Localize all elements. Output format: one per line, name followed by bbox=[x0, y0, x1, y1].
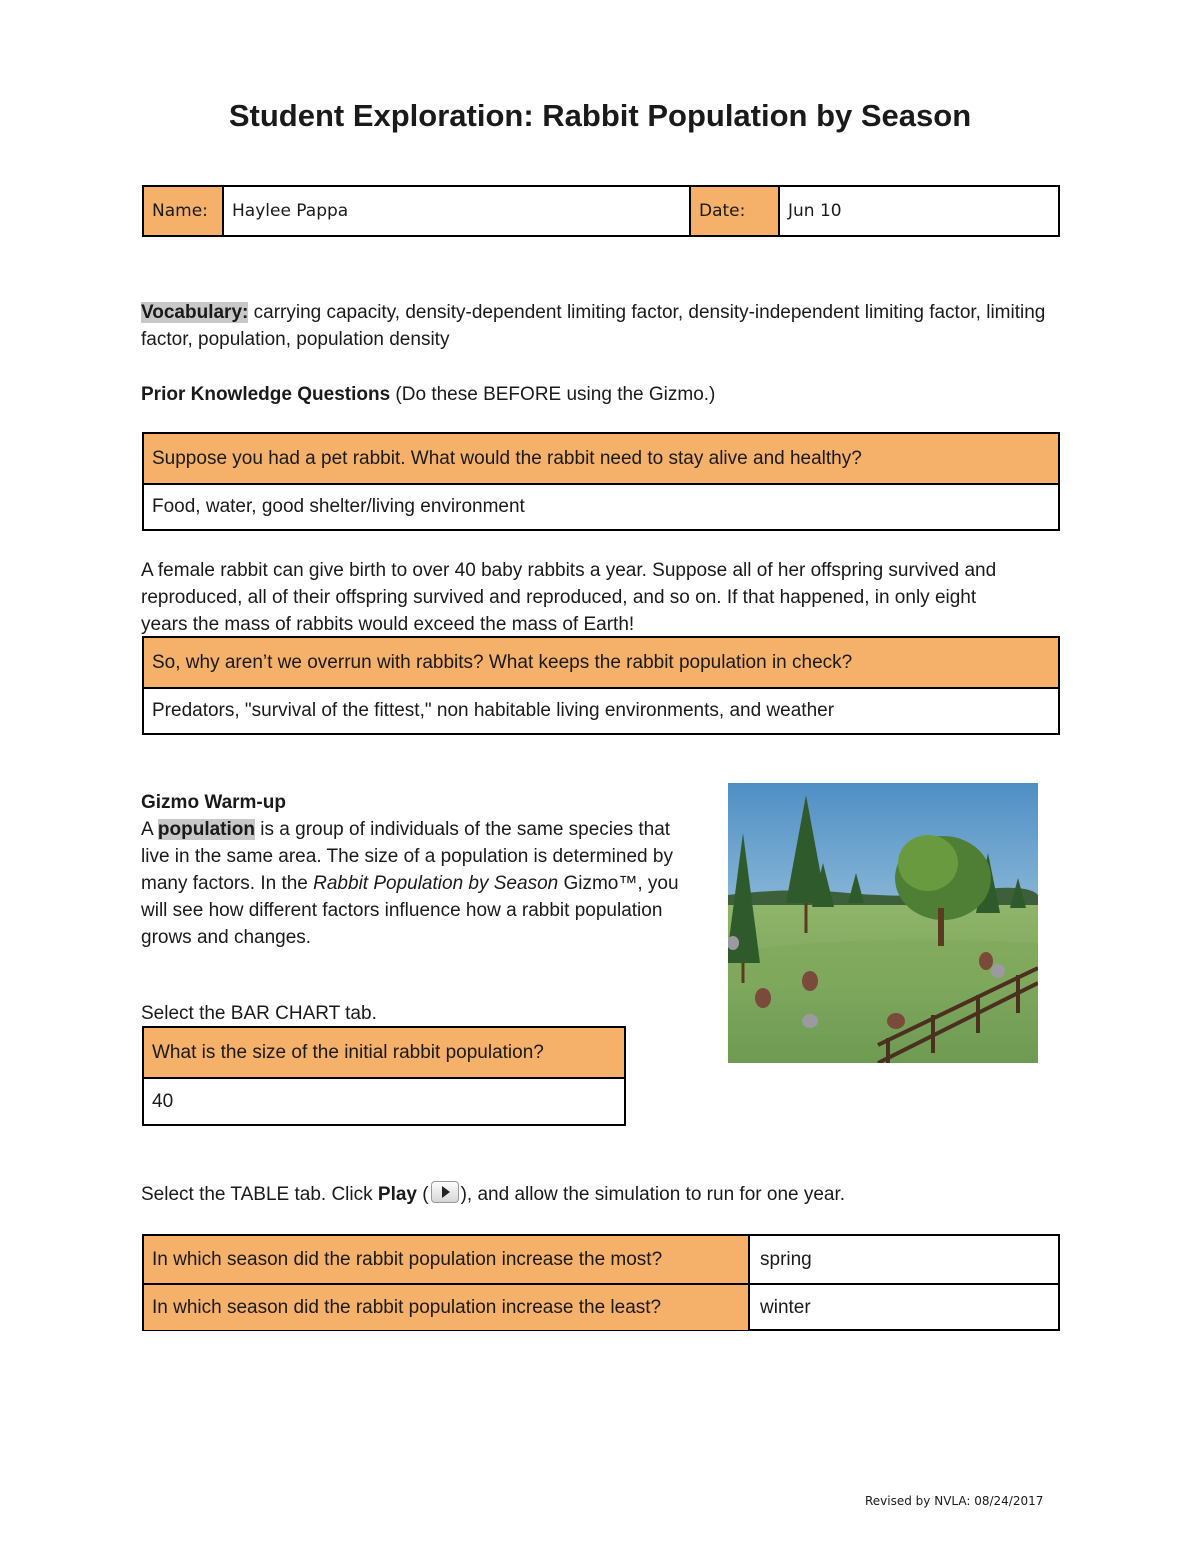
name-field[interactable]: Haylee Pappa bbox=[224, 187, 691, 235]
vocabulary-text: carrying capacity, density-dependent limiting factor, density-independent limiting factor, limiting factor, population, population density bbox=[141, 302, 1046, 350]
name-label: Name: bbox=[144, 187, 224, 235]
date-label: Date: bbox=[691, 187, 780, 235]
page-title: Student Exploration: Rabbit Population by Season bbox=[228, 98, 972, 133]
question-2: So, why aren’t we overrun with rabbits? What keeps the rabbit population in check? bbox=[144, 638, 1058, 687]
student-info-table bbox=[142, 185, 1060, 237]
question-1: Suppose you had a pet rabbit. What would the rabbit need to stay alive and healthy? bbox=[144, 434, 1058, 483]
question-box-2 bbox=[142, 636, 1060, 735]
warmup-text-a: A bbox=[141, 819, 158, 840]
revision-footer: Revised by NVLA: 08/24/2017 bbox=[865, 1494, 1044, 1508]
warmup-text-b: is a group of individuals of the same species that live in the same area. The size of a population is determined by many factors. In the bbox=[141, 819, 673, 894]
warmup-heading: Gizmo Warm-up bbox=[141, 792, 286, 813]
gizmo-title-italic: Rabbit Population by Season bbox=[313, 873, 559, 894]
table-row bbox=[144, 1283, 1058, 1330]
season-question-2: In which season did the rabbit population increase the least? bbox=[144, 1285, 750, 1330]
table-instruction-b: ( bbox=[417, 1184, 429, 1205]
rabbit-paragraph: A female rabbit can give birth to over 40 baby rabbits a year. Suppose all of her offspring survived and reproduced, all of their offspring survived and reproduced, and so on. If that happened, in only eight years the mass of rabbits would exceed the mass of Earth! bbox=[141, 560, 997, 635]
season-table bbox=[142, 1234, 1060, 1331]
answer-2[interactable]: Predators, "survival of the fittest," non habitable living environments, and weather bbox=[144, 687, 1058, 733]
vocabulary-paragraph bbox=[141, 299, 1051, 353]
question-box-1 bbox=[142, 432, 1060, 531]
prior-knowledge-note: (Do these BEFORE using the Gizmo.) bbox=[390, 384, 716, 405]
warmup-text-c: Gizmo™, you will see how different factors influence how a rabbit population grows and changes. bbox=[141, 873, 679, 948]
vocabulary-label: Vocabulary: bbox=[141, 302, 249, 323]
prior-knowledge-heading bbox=[141, 381, 1051, 408]
table-instruction-c: ), and allow the simulation to run for one year. bbox=[460, 1184, 846, 1205]
population-term: population bbox=[157, 819, 255, 840]
table-row bbox=[144, 1236, 1058, 1283]
season-answer-2[interactable]: winter bbox=[760, 1296, 811, 1318]
warmup-section bbox=[141, 789, 687, 951]
bar-chart-instruction: Select the BAR CHART tab. bbox=[141, 1003, 377, 1024]
table-instruction bbox=[141, 1181, 1051, 1208]
season-question-1: In which season did the rabbit population increase the most? bbox=[144, 1236, 750, 1283]
question-3: What is the size of the initial rabbit population? bbox=[144, 1028, 624, 1077]
play-icon bbox=[431, 1181, 459, 1203]
table-instruction-a: Select the TABLE tab. Click bbox=[141, 1184, 378, 1205]
season-answer-1[interactable]: spring bbox=[760, 1248, 812, 1270]
date-field[interactable]: Jun 10 bbox=[788, 201, 842, 221]
rabbit-meadow-image bbox=[728, 783, 1038, 1063]
answer-1[interactable]: Food, water, good shelter/living environment bbox=[144, 483, 1058, 529]
play-label: Play bbox=[377, 1184, 417, 1205]
prior-knowledge-title: Prior Knowledge Questions bbox=[141, 384, 391, 405]
answer-3[interactable]: 40 bbox=[144, 1077, 624, 1124]
question-box-3 bbox=[142, 1026, 626, 1126]
